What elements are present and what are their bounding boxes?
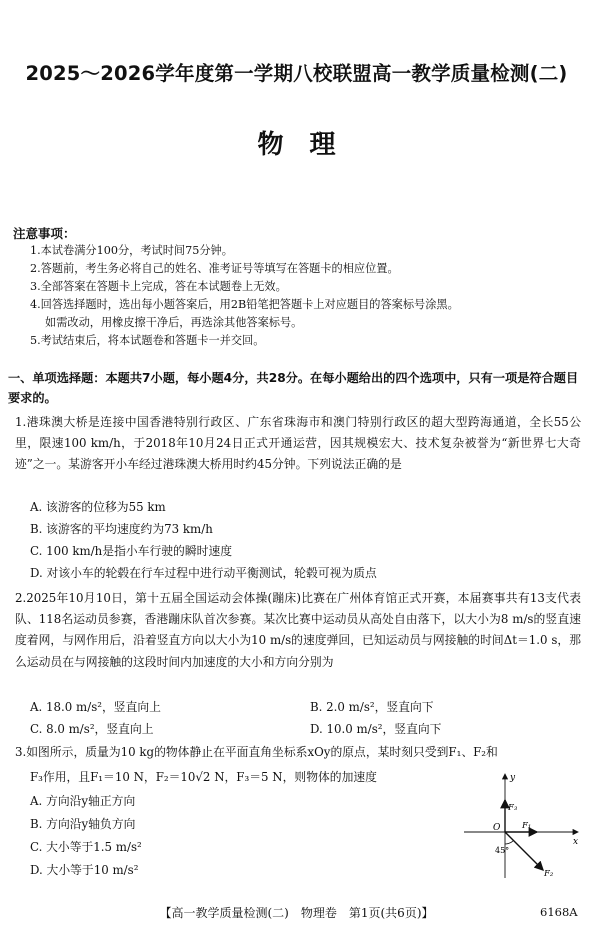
question-3-option: A. 方向沿y轴正方向 — [30, 794, 136, 808]
angle-arc — [505, 841, 514, 845]
angle-label: 45° — [495, 846, 510, 855]
f2-vector — [505, 832, 543, 870]
y-axis-label: y — [510, 773, 516, 783]
force-diagram — [462, 770, 582, 880]
question-2-option: C. 8.0 m/s²，竖直向上 — [30, 722, 154, 736]
note-item: 1.本试卷满分100分，考试时间75分钟。 — [30, 244, 233, 257]
page-footer: 【高一教学质量检测(二) 物理卷 第1页(共6页)】 — [159, 906, 434, 920]
notes-heading: 注意事项： — [13, 226, 76, 241]
paper-code: 6168A — [540, 905, 578, 919]
question-3-option: C. 大小等于1.5 m/s² — [30, 840, 142, 854]
f1-label: F₁ — [522, 821, 532, 831]
question-1-option: D. 对该小车的轮毂在行车过程中进行动平衡测试，轮毂可视为质点 — [30, 566, 377, 580]
question-3-option: B. 方向沿y轴负方向 — [30, 817, 136, 831]
question-1-stem: 1.港珠澳大桥是连接中国香港特别行政区、广东省珠海市和澳门特别行政区的超大型跨海通道，全长55公里，限速100 km/h，于2018年10月24日正式开通运营，因其规模宏大、技术复杂被誉为“新世界七大奇迹”之一。某游客开小车经过港珠澳大桥用时约45分钟。下列说法正确的是 — [15, 415, 581, 472]
question-3-option: D. 大小等于10 m/s² — [30, 863, 139, 877]
x-axis-label: x — [573, 837, 579, 847]
question-3-stem-line1: 3.如图所示，质量为10 kg的物体静止在平面直角坐标系xOy的原点，某时刻只受到F₁、F₂和 — [15, 745, 498, 759]
note-item: 3.全部答案在答题卡上完成，答在本试题卷上无效。 — [30, 280, 287, 293]
question-3-stem-line2: F₃作用，且F₁＝10 N，F₂＝10√2 N，F₃＝5 N，则物体的加速度 — [30, 770, 377, 784]
question-2-option: D. 10.0 m/s²，竖直向下 — [310, 722, 442, 736]
note-item: 5.考试结束后，将本试题卷和答题卡一并交回。 — [30, 334, 265, 347]
question-1-option: B. 该游客的平均速度约为73 km/h — [30, 522, 213, 536]
f3-label: F₃ — [508, 803, 518, 813]
question-2-option: B. 2.0 m/s²，竖直向下 — [310, 700, 434, 714]
note-item: 如需改动，用橡皮擦干净后，再选涂其他答案标号。 — [45, 316, 303, 329]
question-1-option: A. 该游客的位移为55 km — [30, 500, 166, 514]
question-1-option: C. 100 km/h是指小车行驶的瞬时速度 — [30, 544, 233, 558]
note-item: 4.回答选择题时，选出每小题答案后，用2B铅笔把答题卡上对应题目的答案标号涂黑。 — [30, 298, 459, 311]
subject-heading: 物 理 — [257, 130, 336, 160]
origin-label: O — [493, 823, 501, 833]
exam-title: 2025～2026学年度第一学期八校联盟高一教学质量检测(二) — [25, 62, 568, 85]
question-2-stem: 2.2025年10月10日，第十五届全国运动会体操(蹦床)比赛在广州体育馆正式开赛，本届赛事共有13支代表队、118名运动员参赛，香港蹦床队首次参赛。某次比赛中运动员从高处自由落下，以大小为8 m/s的竖直速度着网，与网作用后，沿着竖直方向以大小为10 m/s的速度弹回，已知运动员与网接触的时间Δt＝1.0 s，那么运动员在与网接触的这段时间内加速度的大小和方向分别为 — [15, 591, 581, 669]
note-item: 2.答题前，考生务必将自己的姓名、准考证号等填写在答题卡的相应位置。 — [30, 262, 399, 275]
section-heading: 一、单项选择题：本题共7小题，每小题4分，共28分。在每小题给出的四个选项中，只有一项是符合题目要求的。 — [8, 371, 579, 405]
question-2-option: A. 18.0 m/s²，竖直向上 — [30, 700, 161, 714]
f2-label: F₂ — [544, 869, 554, 879]
